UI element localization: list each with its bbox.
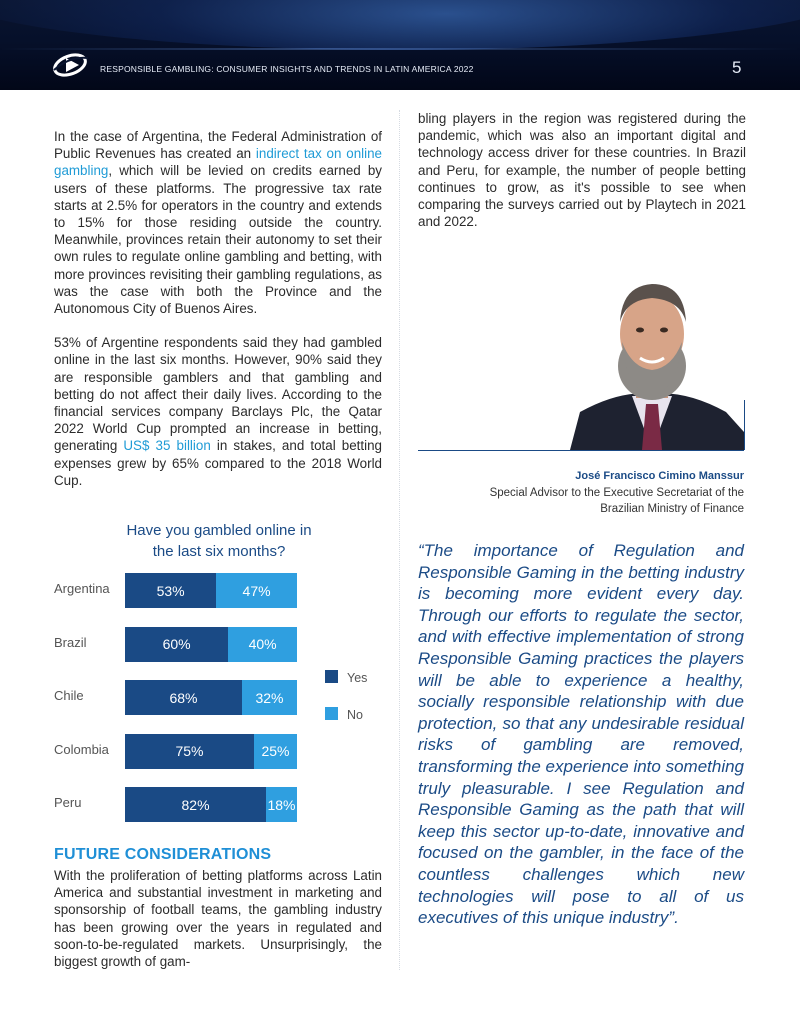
bar-chile [125, 680, 297, 715]
bar-brazil [125, 627, 297, 662]
bar-segment-yes-peru: 82% [125, 787, 266, 822]
bar-colombia [125, 734, 297, 769]
indirect-tax-link[interactable]: indirect tax on online gambling [54, 146, 382, 179]
header-streak [0, 48, 800, 50]
bar-segment-yes-brazil: 60% [125, 627, 228, 662]
chart-title-line-2: the last six months? [152, 543, 286, 560]
gambled-online-chart [54, 520, 384, 840]
bar-segment-yes-chile: 68% [125, 680, 242, 715]
bar-argentina [125, 573, 297, 608]
bar-segment-no-brazil: 40% [228, 627, 297, 662]
paragraph-text: , which will be levied on credits earned by users of these platforms. The progressive tax rate starts at 2.5% for operators in the country and extends to 15% for those residing outside the country. Meanwhile, provinces retain their autonomy to set their own rules to regulate online gambling and betting, with more provinces revisiting their gambling regulations, as was the case with both the Province and the Autonomous City of Buenos Aires. [54, 163, 382, 317]
playtech-logo-icon [52, 52, 90, 78]
bar-segment-yes-argentina: 53% [125, 573, 216, 608]
paragraph-text: 53% of Argentine respondents said they had gambled online in the last six months. However, 90% said they are responsible gamblers and that gambling and betting do not affect their daily lives. According to the financial services company Barclays Plc, the Qatar 2022 World Cup prompted an increase in betting, generating [54, 335, 382, 454]
person-role-line-1: Special Advisor to the Executive Secretariat of the [489, 487, 744, 499]
row-label-argentina: Argentina [54, 581, 110, 596]
row-label-peru: Peru [54, 795, 82, 810]
portrait-photo [560, 272, 744, 450]
portrait-vertical-rule [744, 400, 745, 450]
person-name: José Francisco Cimino Manssur [575, 470, 744, 482]
person-role-line-2: Brazilian Ministry of Finance [600, 502, 744, 515]
paragraph-argentina-tax [54, 128, 382, 317]
legend-swatch-yes [325, 670, 338, 683]
future-considerations-body [54, 867, 382, 970]
future-considerations-heading: FUTURE CONSIDERATIONS [54, 846, 272, 863]
bar-segment-no-chile: 32% [242, 680, 297, 715]
legend-label-no: No [347, 708, 363, 722]
pandemic-paragraph: bling players in the region was registered during the pandemic, which was also an important digital and technology access driver for these countries. In Brazil and Peru, for example, the number of people betting continues to grow, as it's possible to see when comparing the surveys carried out by Playtech in 2021 and 2022. [418, 111, 746, 230]
header-glow [0, 0, 800, 50]
legend-label-yes: Yes [347, 671, 368, 685]
page-number: 5 [732, 58, 742, 77]
bar-segment-no-colombia: 25% [254, 734, 297, 769]
chart-title [54, 520, 384, 562]
page-header [0, 0, 800, 90]
bar-segment-yes-colombia: 75% [125, 734, 254, 769]
paragraph-text: In the case of Argentina, the Federal Administration of Public Revenues has created an [54, 129, 382, 162]
row-label-chile: Chile [54, 688, 84, 703]
us-35-billion-link[interactable]: US$ 35 billion [123, 438, 211, 454]
left-column [54, 128, 382, 489]
header-title: RESPONSIBLE GAMBLING: CONSUMER INSIGHTS AND TRENDS IN LATIN AMERICA 2022 [100, 64, 474, 74]
legend-swatch-no [325, 707, 338, 720]
paragraph-argentine-respondents [54, 334, 382, 489]
column-divider [399, 110, 400, 970]
future-paragraph: With the proliferation of betting platforms across Latin America and substantial investment in marketing and sponsorship of football teams, the gambling industry has been growing over the years in regulated and soon-to-be-regulated markets. Unsurprisingly, the biggest growth of gam- [54, 868, 382, 970]
row-label-colombia: Colombia [54, 741, 109, 757]
paragraph-text: in stakes, and total betting expenses grew by 65% compared to the 2018 World Cup. [54, 438, 382, 488]
right-column [418, 110, 746, 230]
bar-peru [125, 787, 297, 822]
row-label-brazil: Brazil [54, 634, 87, 650]
chart-title-line-1: Have you gambled online in [126, 522, 312, 539]
person-role [424, 486, 744, 517]
portrait-baseline [418, 450, 744, 451]
bar-segment-no-argentina: 47% [216, 573, 297, 608]
pull-quote: “The importance of Regulation and Responsible Gaming in the betting industry is becoming more evident every day. Through our efforts to regulate the sector, and with effective implementation of strong Responsible Gaming practices the players will be able to experience a healthy, socially responsible relationship with due protection, so that any undesirable residual risks of gambling are removed, transforming the experience into something truly pleasurable. I see Regulation and Responsible Gaming as the path that will keep this sector up-to-date, innovative and focused on the gambler, in the face of the countless challenges which new technologies will pose to all of us executives of this unique industry”. [418, 541, 745, 928]
bar-segment-no-peru: 18% [266, 787, 297, 822]
